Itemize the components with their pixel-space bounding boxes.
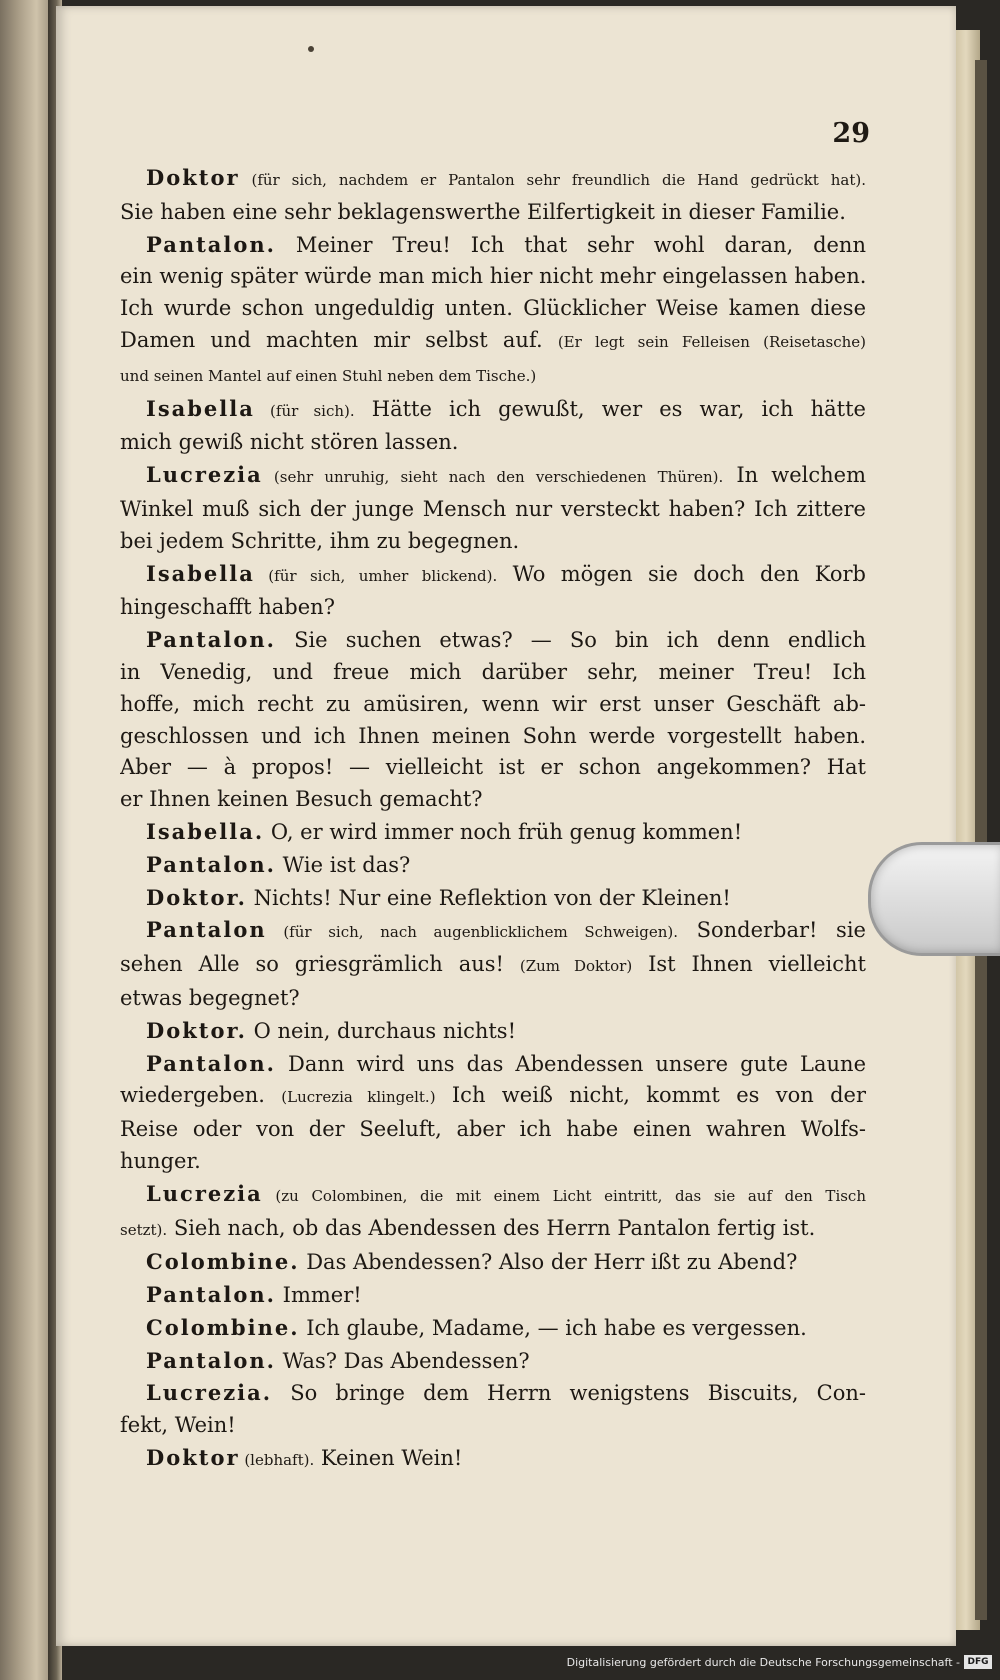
text-line [120, 1312, 866, 1345]
dialogue-text: ein wenig später würde man mich hier nicht mehr eingelassen haben. [120, 264, 866, 289]
text-line [120, 592, 866, 624]
speaker-name: Colombine. [146, 1314, 300, 1340]
stage-direction: setzt). [120, 1220, 168, 1239]
dialogue-text: hingeschafft haben? [120, 595, 335, 620]
speaker-name: Lucrezia [146, 462, 263, 488]
left-page-edge [0, 0, 52, 1680]
dialogue-text: Damen und machten mir selbst auf. [120, 327, 558, 352]
stage-direction: (für sich). [254, 401, 355, 420]
text-line [120, 494, 866, 526]
dialogue-text: Ich glaube, Madame, — ich habe es vergessen. [299, 1315, 807, 1340]
dialogue-text: Aber — à propos! — vielleicht ist er schon angekommen? Hat [120, 755, 866, 780]
dialogue-text: Wo mögen sie doch den Korb [497, 561, 866, 586]
text-line [120, 1410, 866, 1442]
text-line [120, 624, 866, 657]
text-line [120, 1146, 866, 1178]
dialogue-text: Keinen Wein! [314, 1446, 463, 1471]
dialogue-text: O, er wird immer noch früh genug kommen! [264, 819, 743, 844]
dialogue-text: Wie ist das? [275, 852, 411, 877]
speaker-name: Pantalon. [146, 1050, 276, 1076]
speaker-name: Pantalon. [146, 231, 276, 257]
dialogue-text: Sie suchen etwas? — So bin ich denn endlich [275, 628, 866, 653]
text-line [120, 1015, 866, 1048]
text-line [120, 459, 866, 494]
text-line [120, 1345, 866, 1378]
dialogue-text: mich gewiß nicht stören lassen. [120, 430, 459, 455]
dialogue-text: er Ihnen keinen Besuch gemacht? [120, 787, 483, 812]
dialogue-text: Was? Das Abendessen? [275, 1348, 530, 1373]
page-turn-tab[interactable] [868, 842, 1000, 956]
speaker-name: Lucrezia [146, 1180, 263, 1206]
dialogue-text: In welchem [723, 463, 866, 488]
speaker-name: Isabella [146, 560, 255, 586]
text-line [120, 1279, 866, 1312]
dialogue-text: Dann wird uns das Abendessen unsere gute Laune [275, 1051, 866, 1076]
text-line [120, 1377, 866, 1410]
text-line [120, 1178, 866, 1213]
dialogue-text: wiedergeben. [120, 1083, 282, 1108]
dialogue-text: Sonderbar! sie [678, 918, 866, 943]
dialogue-text: hunger. [120, 1148, 201, 1173]
text-line [120, 393, 866, 428]
text-line [120, 325, 866, 359]
book-cover-edge [975, 60, 987, 1620]
dialogue-text: hoffe, mich recht zu amüsiren, wenn wir erst unser Geschäft ab- [120, 691, 866, 716]
dialogue-text: Meiner Treu! Ich that sehr wohl daran, denn [275, 232, 866, 257]
text-line [120, 784, 866, 816]
text-line [120, 1048, 866, 1081]
speaker-name: Doktor [146, 1445, 240, 1471]
dialogue-text: Ich weiß nicht, kommt es von der [435, 1083, 866, 1108]
text-line [120, 657, 866, 689]
speaker-name: Isabella [146, 395, 255, 421]
speaker-name: Doktor [146, 165, 240, 190]
dialogue-text: Sieh nach, ob das Abendessen des Herrn Pantalon fertig ist. [167, 1215, 816, 1240]
speaker-name: Doktor. [146, 884, 247, 910]
text-line [120, 689, 866, 721]
dialogue-text: sehen Alle so griesgrämlich aus! [120, 952, 520, 977]
text-line [120, 1080, 866, 1114]
stage-direction: (für sich, nach augenblicklichem Schweigen). [266, 923, 679, 942]
text-line [120, 721, 866, 753]
text-line [120, 197, 866, 229]
speaker-name: Pantalon. [146, 627, 276, 653]
text-line [120, 816, 866, 849]
text-line [120, 882, 866, 915]
text-line [120, 293, 866, 325]
speaker-name: Doktor. [146, 1017, 247, 1043]
speaker-name: Colombine. [146, 1249, 300, 1275]
speaker-name: Pantalon. [146, 851, 276, 877]
text-line [120, 752, 866, 784]
text-line [120, 1213, 866, 1247]
dialogue-text: Ich wurde schon ungeduldig unten. Glücklicher Weise kamen diese [120, 296, 866, 321]
dialogue-text: fekt, Wein! [120, 1413, 236, 1438]
stage-direction: (Lucrezia klingelt.) [281, 1088, 436, 1107]
stage-direction: (zu Colombinen, die mit einem Licht eintritt, das sie auf den Tisch [262, 1186, 866, 1205]
dialogue-text: Immer! [275, 1283, 362, 1308]
stage-direction: (lebhaft). [239, 1451, 315, 1470]
dialogue-text: Reise oder von der Seeluft, aber ich habe einen wahren Wolfs- [120, 1117, 866, 1142]
text-line [120, 427, 866, 459]
text-line [120, 914, 866, 949]
speaker-name: Pantalon [146, 917, 267, 943]
text-line [120, 983, 866, 1015]
speaker-name: Lucrezia. [146, 1380, 273, 1406]
dialogue-text: So bringe dem Herrn wenigstens Biscuits, Con- [272, 1381, 866, 1406]
dialogue-text: Hätte ich gewußt, wer es war, ich hätte [354, 396, 866, 421]
text-line [120, 261, 866, 293]
page-text [120, 162, 866, 1477]
dialogue-text: Ist Ihnen vielleicht [632, 952, 866, 977]
text-line [120, 949, 866, 983]
speaker-name: Pantalon. [146, 1282, 276, 1308]
text-line [120, 1442, 866, 1477]
dialogue-text: Das Abendessen? Also der Herr ißt zu Abend? [299, 1250, 798, 1275]
dfg-logo: DFG [964, 1655, 992, 1669]
dialogue-text: in Venedig, und freue mich darüber sehr, meiner Treu! Ich [120, 659, 866, 684]
text-line [120, 1114, 866, 1146]
dialogue-text: bei jedem Schritte, ihm zu begegnen. [120, 528, 520, 553]
dialogue-text: etwas begegnet? [120, 985, 300, 1010]
speaker-name: Isabella. [146, 818, 265, 844]
page-number: 29 [832, 118, 870, 149]
text-line [120, 229, 866, 262]
text-line [120, 849, 866, 882]
text-line [120, 526, 866, 558]
dialogue-text: Sie haben eine sehr beklagenswerthe Eilfertigkeit in dieser Familie. [120, 199, 846, 224]
stage-direction: und seinen Mantel auf einen Stuhl neben dem Tische.) [120, 366, 537, 385]
speaker-name: Pantalon. [146, 1347, 276, 1373]
ink-spot [308, 46, 314, 52]
text-line [120, 359, 866, 393]
text-line [120, 162, 866, 197]
digitization-credit: Digitalisierung gefördert durch die Deutsche Forschungsgemeinschaft - [566, 1656, 960, 1669]
stage-direction: (für sich, nachdem er Pantalon sehr freundlich die Hand gedrückt hat). [239, 171, 866, 189]
text-line [120, 1246, 866, 1279]
text-line [120, 558, 866, 593]
dialogue-text: Winkel muß sich der junge Mensch nur versteckt haben? Ich zittere [120, 496, 866, 521]
stage-direction: (sehr unruhig, sieht nach den verschiedenen Thüren). [262, 468, 724, 487]
dialogue-text: Nichts! Nur eine Reflektion von der Kleinen! [246, 885, 731, 910]
stage-direction: (Zum Doktor) [519, 957, 633, 976]
dialogue-text: geschlossen und ich Ihnen meinen Sohn werde vorgestellt haben. [120, 723, 866, 748]
dialogue-text: O nein, durchaus nichts! [246, 1018, 517, 1043]
stage-direction: (für sich, umher blickend). [254, 566, 498, 585]
stage-direction: (Er legt sein Felleisen (Reisetasche) [557, 332, 866, 351]
